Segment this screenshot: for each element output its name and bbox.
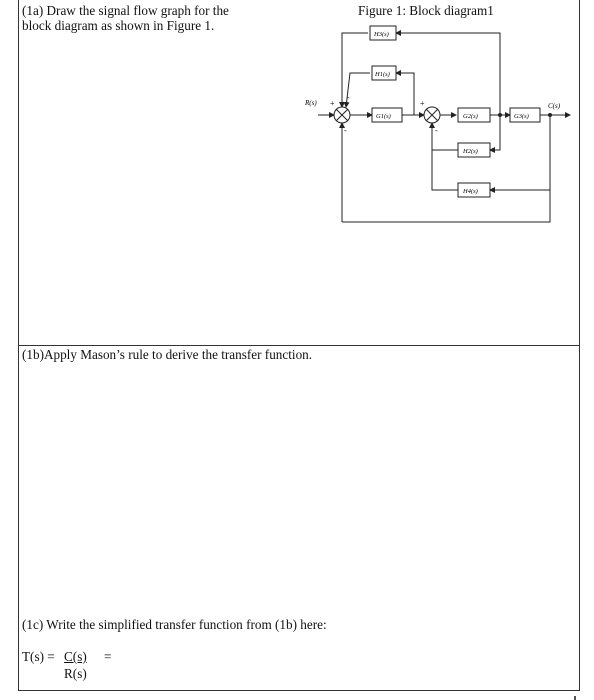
input-signal-label: R(s)	[305, 99, 317, 107]
part-a-line2: block diagram as shown in Figure 1.	[22, 18, 215, 33]
sign-sj1-top: -	[347, 93, 350, 102]
output-signal-label: C(s)	[548, 102, 561, 110]
svg-text:H2(s): H2(s)	[463, 148, 478, 155]
part-a-line1: (1a) Draw the signal flow graph for the	[22, 3, 229, 18]
block-h3	[370, 26, 396, 40]
figure-title: Figure 1: Block diagram1	[358, 3, 494, 18]
svg-text:H4(s): H4(s)	[463, 188, 478, 195]
summing-junction-1	[334, 107, 350, 123]
svg-text:G2(s): G2(s)	[463, 113, 478, 120]
svg-text:H3(s): H3(s)	[374, 31, 389, 38]
sign-sj1-input: +	[330, 99, 335, 108]
pickoff-dot-1	[498, 113, 502, 117]
sign-sj2-bottom: -	[435, 126, 438, 135]
transfer-function-numerator: C(s)	[64, 649, 87, 664]
block-g1	[372, 108, 402, 122]
block-h1	[372, 66, 396, 80]
sign-sj1-bottom: -	[344, 126, 347, 135]
section-1b-1c-box	[18, 345, 580, 691]
svg-text:G3(s): G3(s)	[514, 113, 529, 120]
transfer-function-lhs: T(s) =	[22, 649, 55, 664]
block-g3	[510, 108, 540, 122]
outer-loop-line	[342, 190, 550, 222]
transfer-function-denominator: R(s)	[64, 666, 87, 681]
svg-text:G1(s): G1(s)	[376, 113, 391, 120]
pickoff-dot-2	[548, 113, 552, 117]
svg-text:H1(s): H1(s)	[375, 71, 390, 78]
sign-sj2-input: +	[420, 99, 425, 108]
part-b-text: (1b)Apply Mason’s rule to derive the transfer function.	[22, 347, 313, 362]
page-edge-mark	[574, 696, 576, 700]
block-g2	[458, 108, 490, 122]
summing-junction-2	[424, 107, 440, 123]
block-h2	[458, 143, 490, 157]
block-diagram	[0, 0, 594, 346]
transfer-function-equals: =	[104, 649, 112, 664]
block-h4	[458, 183, 490, 197]
part-c-text: (1c) Write the simplified transfer function from (1b) here:	[22, 617, 327, 632]
